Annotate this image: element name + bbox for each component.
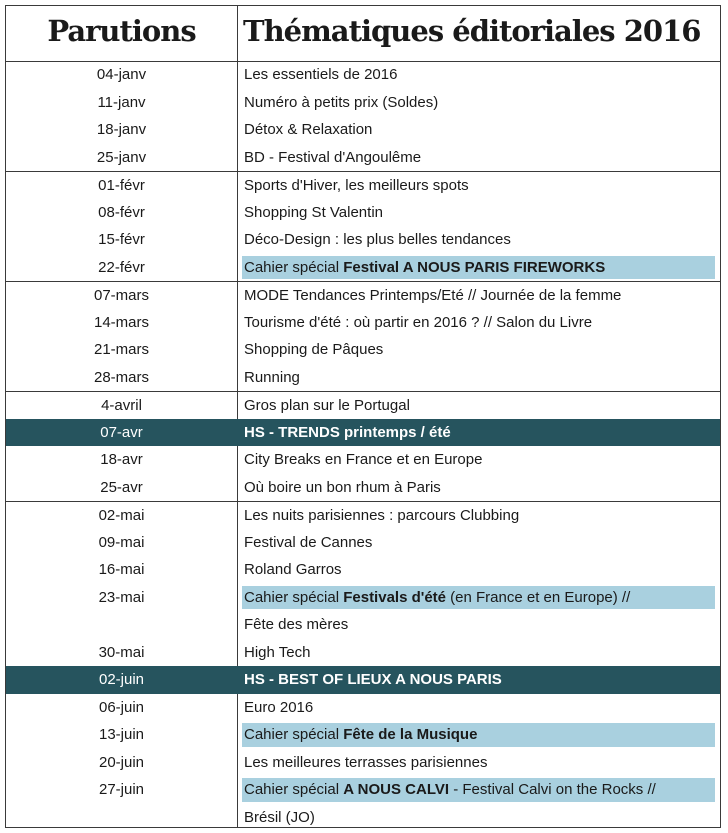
theme-suffix: - Festival Calvi on the Rocks // [449, 781, 656, 798]
date-cell: 25-avr [100, 478, 143, 496]
theme-bold: A NOUS CALVI [343, 781, 450, 798]
theme-cell: Euro 2016 [244, 698, 314, 716]
table-row [6, 391, 720, 419]
date-cell: 07-mars [93, 287, 149, 304]
theme-cell: Détox & Relaxation [244, 121, 373, 138]
date-cell: 07-avr [100, 423, 143, 441]
theme-cell: Les essentiels de 2016 [244, 66, 398, 83]
table-body [6, 61, 720, 831]
date-cell: 18-janv [96, 121, 147, 138]
table-row-highlight [6, 254, 720, 282]
date-cell: 22-févr [98, 258, 145, 276]
theme-cell: Brésil (JO) [244, 808, 315, 826]
theme-prefix: Cahier spécial [244, 726, 344, 743]
theme-cell: Les meilleures terrasses parisiennes [244, 753, 488, 771]
date-cell: 02-mai [98, 507, 145, 524]
table-row [6, 529, 720, 557]
header-thematiques: Thématiques éditoriales 2016 [243, 14, 701, 48]
table-row [6, 281, 720, 309]
table-row [6, 226, 720, 254]
theme-cell: Sports d'Hiver, les meilleurs spots [244, 177, 469, 194]
table-row [6, 61, 720, 89]
table-row-highlight [6, 721, 720, 749]
theme-cell: Où boire un bon rhum à Paris [244, 478, 441, 496]
date-cell: 09-mai [98, 533, 145, 551]
table-row [6, 749, 720, 777]
theme-cell [242, 778, 715, 802]
table-row [6, 639, 720, 667]
theme-cell [242, 421, 715, 445]
theme-bold: Festivals d'été [343, 588, 446, 606]
theme-cell: Running [244, 368, 300, 386]
date-cell: 16-mai [98, 561, 145, 578]
date-cell: 01-févr [98, 177, 145, 194]
table-row [6, 144, 720, 172]
date-cell: 25-janv [96, 148, 147, 166]
table-row-special-issue [6, 666, 720, 694]
table-row [6, 199, 720, 227]
date-cell: 15-févr [98, 231, 145, 248]
table-row [6, 171, 720, 199]
date-cell: 20-juin [98, 753, 145, 771]
theme-cell [242, 723, 715, 747]
table-row [6, 89, 720, 117]
theme-cell: Shopping de Pâques [244, 341, 384, 358]
table-row-highlight [6, 584, 720, 612]
table-row [6, 446, 720, 474]
theme-cell: Tourisme d'été : où partir en 2016 ? // Salon du Livre [244, 313, 593, 331]
theme-cell [242, 668, 715, 692]
table-row [6, 309, 720, 337]
date-cell: 02-juin [98, 671, 145, 688]
theme-bold: Festival A NOUS PARIS FIREWORKS [343, 258, 606, 276]
header-parutions: Parutions [47, 14, 196, 48]
theme-prefix: Cahier spécial [244, 781, 344, 798]
table-row [6, 474, 720, 502]
editorial-calendar-table [5, 5, 721, 828]
date-cell: 23-mai [98, 588, 145, 606]
theme-cell: High Tech [244, 643, 311, 661]
date-cell: 11-janv [97, 93, 146, 111]
theme-cell: Fête des mères [244, 616, 349, 633]
date-cell: 30-mai [98, 643, 145, 661]
theme-bold: HS - BEST OF LIEUX A NOUS PARIS [244, 671, 502, 688]
theme-cell: Roland Garros [244, 561, 342, 578]
date-cell: 08-févr [98, 203, 145, 221]
table-header [6, 6, 720, 62]
date-cell: 06-juin [98, 698, 145, 716]
theme-cell: MODE Tendances Printemps/Eté // Journée de la femme [244, 287, 622, 304]
theme-cell: BD - Festival d'Angoulême [244, 148, 422, 166]
table-row [6, 694, 720, 722]
table-row [6, 364, 720, 392]
theme-cell: Gros plan sur le Portugal [244, 397, 410, 414]
theme-cell [242, 586, 715, 610]
theme-bold: HS - TRENDS printemps / été [244, 423, 451, 441]
theme-cell: Shopping St Valentin [244, 203, 383, 221]
date-cell: 27-juin [98, 781, 145, 798]
table-row [6, 116, 720, 144]
theme-bold: Fête de la Musique [343, 726, 478, 743]
theme-cell: Les nuits parisiennes : parcours Clubbing [244, 507, 520, 524]
date-cell: 04-janv [96, 66, 147, 83]
theme-prefix: Cahier spécial [244, 588, 344, 606]
date-cell: 13-juin [98, 726, 145, 743]
table-row [6, 501, 720, 529]
date-cell: 18-avr [100, 451, 143, 468]
theme-cell: Déco-Design : les plus belles tendances [244, 231, 511, 248]
theme-cell [242, 256, 715, 280]
date-cell: 14-mars [93, 313, 149, 331]
table-row-highlight [6, 776, 720, 804]
theme-cell: Numéro à petits prix (Soldes) [244, 93, 439, 111]
table-row [6, 556, 720, 584]
theme-cell: Festival de Cannes [244, 533, 373, 551]
theme-prefix: Cahier spécial [244, 258, 344, 276]
table-row [6, 336, 720, 364]
date-cell: 4-avril [101, 397, 142, 414]
date-cell: 21-mars [93, 341, 149, 358]
theme-suffix: (en France et en Europe) // [446, 588, 631, 606]
theme-cell: City Breaks en France et en Europe [244, 451, 483, 468]
table-row [6, 611, 720, 639]
date-cell: 28-mars [93, 368, 149, 386]
table-row-special-issue [6, 419, 720, 447]
table-row [6, 804, 720, 832]
